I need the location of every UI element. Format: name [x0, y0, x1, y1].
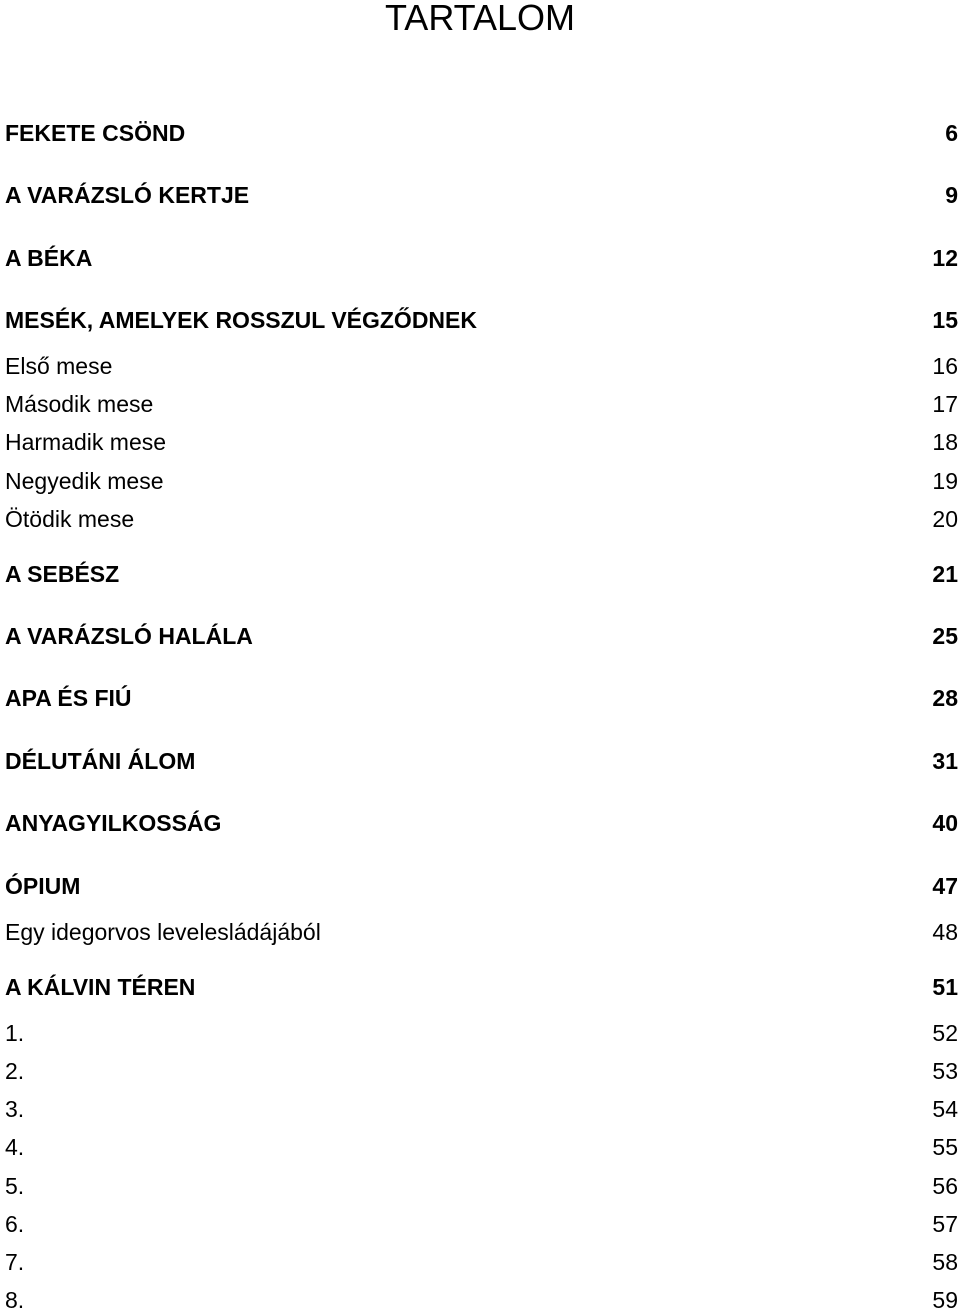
- toc-entry-label: 1.: [5, 1020, 25, 1046]
- toc-entry[interactable]: [5, 746, 958, 776]
- toc-entry-label: APA ÉS FIÚ: [5, 685, 132, 711]
- toc-subentry[interactable]: [5, 1171, 958, 1201]
- toc-entry-page: 57: [932, 1211, 958, 1237]
- toc-entry-label: A BÉKA: [5, 245, 93, 271]
- toc-entry-page: 21: [932, 561, 958, 587]
- toc-entry-page: 20: [932, 506, 958, 532]
- toc-entry-page: 56: [932, 1173, 958, 1199]
- toc-entry-label: Első mese: [5, 353, 113, 379]
- toc-entry-page: 47: [932, 873, 958, 899]
- toc-entry-label: A VARÁZSLÓ KERTJE: [5, 182, 250, 208]
- toc-subentry[interactable]: [5, 1056, 958, 1086]
- toc-entry-page: 54: [932, 1096, 958, 1122]
- toc-entry-page: 40: [932, 810, 958, 836]
- toc-entry-page: 55: [932, 1134, 958, 1160]
- toc-entry-page: 58: [932, 1249, 958, 1275]
- toc-entry-label: DÉLUTÁNI ÁLOM: [5, 748, 196, 774]
- toc-entry-page: 53: [932, 1058, 958, 1084]
- toc-entry-label: A SEBÉSZ: [5, 561, 120, 587]
- toc-entry-page: 9: [945, 182, 958, 208]
- toc-entry-label: Negyedik mese: [5, 468, 164, 494]
- toc-entry-label: 3.: [5, 1096, 25, 1122]
- toc-subentry[interactable]: [5, 1094, 958, 1124]
- toc-subentry[interactable]: [5, 1247, 958, 1277]
- toc-entry-label: A VARÁZSLÓ HALÁLA: [5, 623, 253, 649]
- toc-entry-page: 31: [932, 748, 958, 774]
- page-title: TARTALOM: [384, 0, 576, 38]
- toc-entry-label: FEKETE CSÖND: [5, 120, 186, 146]
- toc-entry-page: 28: [932, 685, 958, 711]
- toc-subentry[interactable]: [5, 917, 958, 947]
- toc-entry-label: Második mese: [5, 391, 154, 417]
- toc-entry[interactable]: [5, 118, 958, 148]
- toc-entry-page: 52: [932, 1020, 958, 1046]
- toc-entry-label: ANYAGYILKOSSÁG: [5, 810, 222, 836]
- toc-entry-label: Ötödik mese: [5, 506, 135, 532]
- toc-entry-label: MESÉK, AMELYEK ROSSZUL VÉGZŐDNEK: [5, 307, 477, 333]
- toc-entry-page: 16: [932, 353, 958, 379]
- toc-entry-label: ÓPIUM: [5, 873, 81, 899]
- toc-entry[interactable]: [5, 305, 958, 335]
- toc-subentry[interactable]: [5, 389, 958, 419]
- toc-entry-page: 25: [932, 623, 958, 649]
- toc-entry-label: 8.: [5, 1287, 25, 1313]
- toc-entry-page: 59: [932, 1287, 958, 1313]
- toc-entry[interactable]: [5, 559, 958, 589]
- toc-entry-label: 4.: [5, 1134, 25, 1160]
- toc-entry-page: 18: [932, 429, 958, 455]
- toc-entry-page: 17: [932, 391, 958, 417]
- toc-entry-page: 51: [932, 974, 958, 1000]
- toc-subentry[interactable]: [5, 1018, 958, 1048]
- toc-entry-page: 15: [932, 307, 958, 333]
- toc-entry-page: 19: [932, 468, 958, 494]
- toc-entry-label: 6.: [5, 1211, 25, 1237]
- toc-entry-label: 5.: [5, 1173, 25, 1199]
- toc-entry[interactable]: [5, 243, 958, 273]
- toc-subentry[interactable]: [5, 1132, 958, 1162]
- toc-subentry[interactable]: [5, 1209, 958, 1239]
- toc-subentry[interactable]: [5, 1285, 958, 1315]
- toc-entry[interactable]: [5, 180, 958, 210]
- toc-entry-label: 7.: [5, 1249, 25, 1275]
- toc-entry-page: 48: [932, 919, 958, 945]
- toc-subentry[interactable]: [5, 351, 958, 381]
- toc-subentry[interactable]: [5, 466, 958, 496]
- toc-entry[interactable]: [5, 621, 958, 651]
- toc-entry-label: 2.: [5, 1058, 25, 1084]
- toc-entry[interactable]: [5, 683, 958, 713]
- toc-entry-page: 6: [945, 120, 958, 146]
- toc-entry[interactable]: [5, 871, 958, 901]
- toc-subentry[interactable]: [5, 427, 958, 457]
- toc-subentry[interactable]: [5, 504, 958, 534]
- toc-entry-label: A KÁLVIN TÉREN: [5, 974, 196, 1000]
- toc-entry[interactable]: [5, 808, 958, 838]
- toc-entry[interactable]: [5, 972, 958, 1002]
- toc-entry-label: Harmadik mese: [5, 429, 167, 455]
- toc-entry-page: 12: [932, 245, 958, 271]
- toc-entry-label: Egy idegorvos levelesládájából: [5, 919, 321, 945]
